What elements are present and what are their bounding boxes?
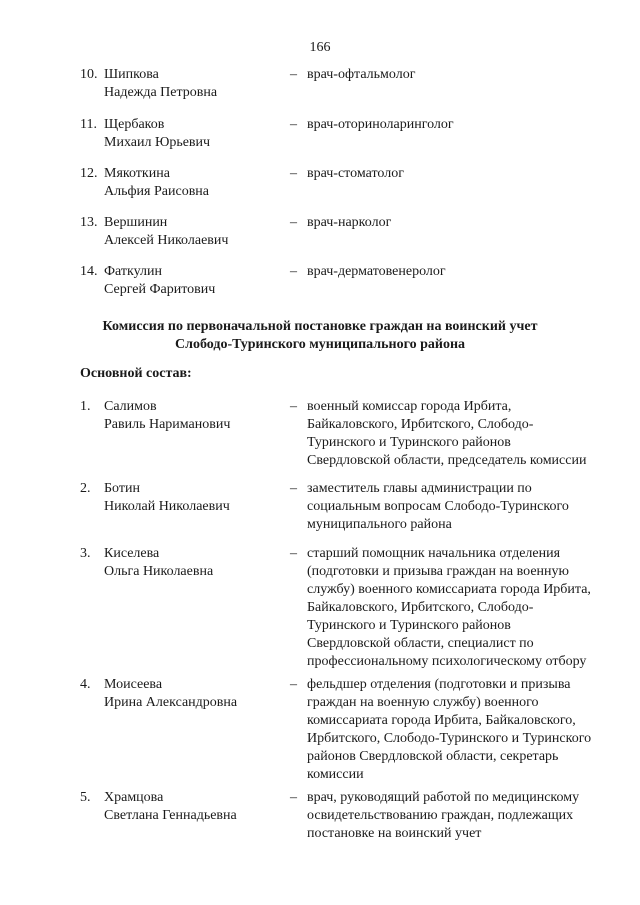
position-line: профессиональному психологическому отбору (307, 654, 587, 669)
dash: – (290, 215, 297, 230)
position-line: заместитель главы администрации по (307, 481, 532, 496)
position (307, 480, 607, 534)
position (307, 263, 607, 281)
subsection-heading: Основной состав: (80, 366, 192, 381)
dash: – (290, 546, 297, 561)
item-number: 14. (80, 264, 98, 279)
person-name (104, 214, 294, 250)
item-number: 5. (80, 790, 91, 805)
item-number: 2. (80, 481, 91, 496)
position-line: Туринского и Туринского районов (307, 435, 511, 450)
given-names: Михаил Юрьевич (104, 135, 211, 150)
position (307, 165, 607, 183)
surname: Щербаков (104, 117, 165, 132)
given-names: Светлана Геннадьевна (104, 808, 237, 823)
position-line: комиссии (307, 767, 364, 782)
position (307, 789, 607, 843)
given-names: Николай Николаевич (104, 499, 230, 514)
position-line: врач-дерматовенеролог (307, 264, 446, 279)
person-name (104, 789, 294, 825)
position (307, 66, 607, 84)
surname: Моисеева (104, 677, 163, 692)
person-name (104, 480, 294, 516)
position-line: Байкаловского, Ирбитского, Слободо- (307, 600, 534, 615)
dash: – (290, 166, 297, 181)
section-heading (0, 318, 640, 354)
person-name (104, 398, 294, 434)
dash: – (290, 790, 297, 805)
position (307, 214, 607, 232)
dash: – (290, 264, 297, 279)
surname: Киселева (104, 546, 160, 561)
surname: Шипкова (104, 67, 159, 82)
position-line: фельдшер отделения (подготовки и призыва (307, 677, 571, 692)
given-names: Альфия Раисовна (104, 184, 210, 199)
position (307, 398, 607, 470)
given-names: Алексей Николаевич (104, 233, 229, 248)
position-line: врач-офтальмолог (307, 67, 416, 82)
surname: Мякоткина (104, 166, 170, 181)
surname: Салимов (104, 399, 157, 414)
item-number: 10. (80, 67, 98, 82)
position-line: Свердловской области, председатель комиссии (307, 453, 587, 468)
position-line: Туринского и Туринского районов (307, 618, 511, 633)
position-line: (подготовки и призыва граждан на военную (307, 564, 569, 579)
person-name (104, 545, 294, 581)
person-name (104, 263, 294, 299)
item-number: 4. (80, 677, 91, 692)
page-number: 166 (309, 40, 331, 55)
person-name (104, 66, 294, 102)
dash: – (290, 677, 297, 692)
surname: Ботин (104, 481, 140, 496)
person-name (104, 165, 294, 201)
position-line: старший помощник начальника отделения (307, 546, 561, 561)
position-line: комиссариата города Ирбита, Байкаловского, (307, 713, 576, 728)
person-name (104, 116, 294, 152)
position-line: врач, руководящий работой по медицинскому (307, 790, 580, 805)
given-names: Равиль Нариманович (104, 417, 231, 432)
given-names: Ольга Николаевна (104, 564, 214, 579)
position-line: службу) военного комиссариата города Ирбита, (307, 582, 591, 597)
surname: Храмцова (104, 790, 164, 805)
heading-line: Слободо-Туринского муниципального района (174, 337, 466, 352)
position (307, 545, 607, 671)
position-line: военный комиссар города Ирбита, (307, 399, 512, 414)
item-number: 3. (80, 546, 91, 561)
position-line: граждан на военную службу) военного (307, 695, 539, 710)
given-names: Сергей Фаритович (104, 282, 216, 297)
position (307, 116, 607, 134)
surname: Вершинин (104, 215, 168, 230)
item-number: 1. (80, 399, 91, 414)
item-number: 12. (80, 166, 98, 181)
position (307, 676, 607, 784)
position-line: районов Свердловской области, секретарь (307, 749, 559, 764)
item-number: 13. (80, 215, 98, 230)
position-line: врач-стоматолог (307, 166, 404, 181)
position-line: Байкаловского, Ирбитского, Слободо- (307, 417, 534, 432)
surname: Фаткулин (104, 264, 162, 279)
dash: – (290, 399, 297, 414)
position-line: муниципального района (307, 517, 452, 532)
dash: – (290, 117, 297, 132)
position-line: врач-оториноларинголог (307, 117, 454, 132)
dash: – (290, 481, 297, 496)
position-line: постановке на воинский учет (307, 826, 482, 841)
position-line: социальным вопросам Слободо-Туринского (307, 499, 569, 514)
position-line: Свердловской области, специалист по (307, 636, 534, 651)
position-line: Ирбитского, Слободо-Туринского и Туринского (307, 731, 592, 746)
heading-line: Комиссия по первоначальной постановке граждан на воинский учет (102, 319, 538, 334)
given-names: Надежда Петровна (104, 85, 218, 100)
given-names: Ирина Александровна (104, 695, 238, 710)
dash: – (290, 67, 297, 82)
item-number: 11. (80, 117, 97, 132)
position-line: врач-нарколог (307, 215, 392, 230)
person-name (104, 676, 294, 712)
position-line: освидетельствованию граждан, подлежащих (307, 808, 574, 823)
